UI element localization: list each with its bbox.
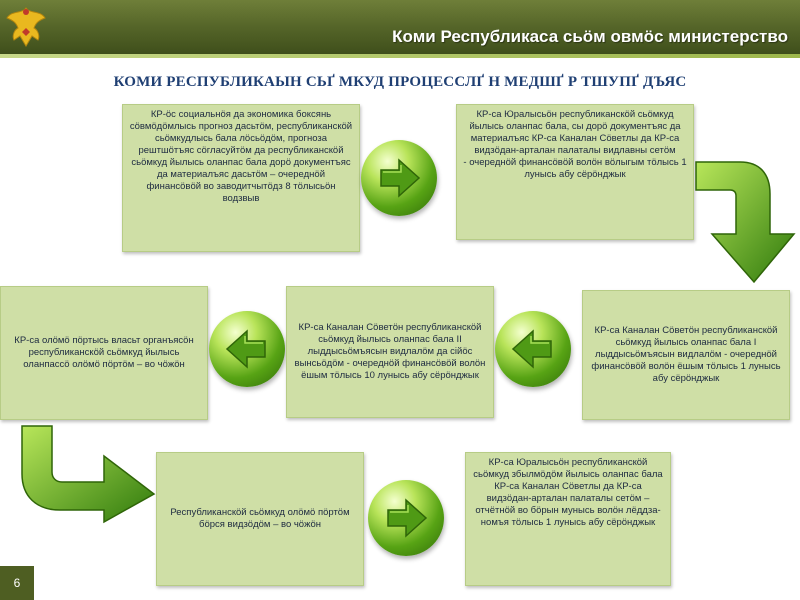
page-title: КОМИ РЕСПУБЛИКАЫН СЬҐ МКУД ПРОЦЕССЛҐ Н МЕДШҐ Р ТШУПҐ ДЪЯС <box>113 74 687 90</box>
header-divider <box>0 54 800 58</box>
arrow-left-icon <box>507 323 559 375</box>
header-bar <box>0 0 800 54</box>
ministry-title: Коми Республикаса сьӧм овмӧс министерство <box>392 27 788 46</box>
process-step-7: КР-са Юралысьӧн республиканскӧй сьӧмкуд збылмӧдӧм йылысь оланпас бала КР-са Каналан Сӧветлы да КР-са видзӧдан-арталан палаталы сетӧм – отчётнӧй во бӧрын мунысь волӧн лёддза-номъя тӧлысь 1 лунысь абу сёрӧнджык <box>465 452 671 586</box>
arrow-right-icon <box>380 492 432 544</box>
arrow-left-circle-2 <box>495 311 571 387</box>
arrow-left-circle-1 <box>209 311 285 387</box>
process-step-3: КР-са Каналан Сӧветӧн республиканскӧй сьӧмкуд йылысь оланпас бала I лыддысьӧмъясын видлалӧм - очереднӧй финансӧвӧй волӧн ёшым тӧлысь 1 лунысь абу сёрӧнджык <box>582 290 790 420</box>
arrow-left-icon <box>221 323 273 375</box>
process-step-6: Республиканскӧй сьӧмкуд олӧмӧ пӧртӧм бӧрся видзӧдӧм – во чӧжӧн <box>156 452 364 586</box>
arrow-right-icon <box>373 152 425 204</box>
slide-number: 6 <box>0 566 34 600</box>
curved-arrow-down-icon <box>694 160 800 284</box>
arrow-right-circle-1 <box>361 140 437 216</box>
process-step-2: КР-са Юралысьӧн республиканскӧй сьӧмкуд йылысь оланпас бала, сы дорӧ документъяс да материалъяс КР-са Каналан Сӧветлы да КР-са видзӧдан-арталан палаталы видлавны сетӧм - очереднӧй финансӧвӧй волӧн вӧлыгым тӧлысь 1 лунысь абу сёрӧнджык <box>456 104 694 240</box>
process-step-5: КР-са олӧмӧ пӧртысь власьт органъясӧн республиканскӧй сьӧмкуд йылысь оланпассӧ олӧмӧ пӧртӧм – во чӧжӧн <box>0 286 208 420</box>
process-step-1: КР-ӧс социальнӧя да экономика боксянь сӧвмӧдӧмлысь прогноз дасьтӧм, республиканскӧй сьӧмкудлысь бала лӧсьӧдӧм, прогноза рештшӧтъяс сӧгласуйтӧм да республиканскӧй сьӧмкуд йылысь оланпас бала дорӧ документъяс да материалъяс дасьтӧм – очереднӧй финансӧвӧй во заводитчытӧдз 8 тӧлысьӧн водзвыв <box>122 104 360 252</box>
komi-bird-emblem-icon <box>4 2 48 52</box>
arrow-right-circle-2 <box>368 480 444 556</box>
process-step-4: КР-са Каналан Сӧветӧн республиканскӧй сьӧмкуд йылысь оланпас бала II лыддысьӧмъясын видлалӧм да сійӧс вынсьӧдӧм - очереднӧй финансӧвӧй волӧн ёшым тӧлысь 10 лунысь абу сёрӧнджык <box>286 286 494 418</box>
curved-arrow-right-icon <box>20 424 156 524</box>
